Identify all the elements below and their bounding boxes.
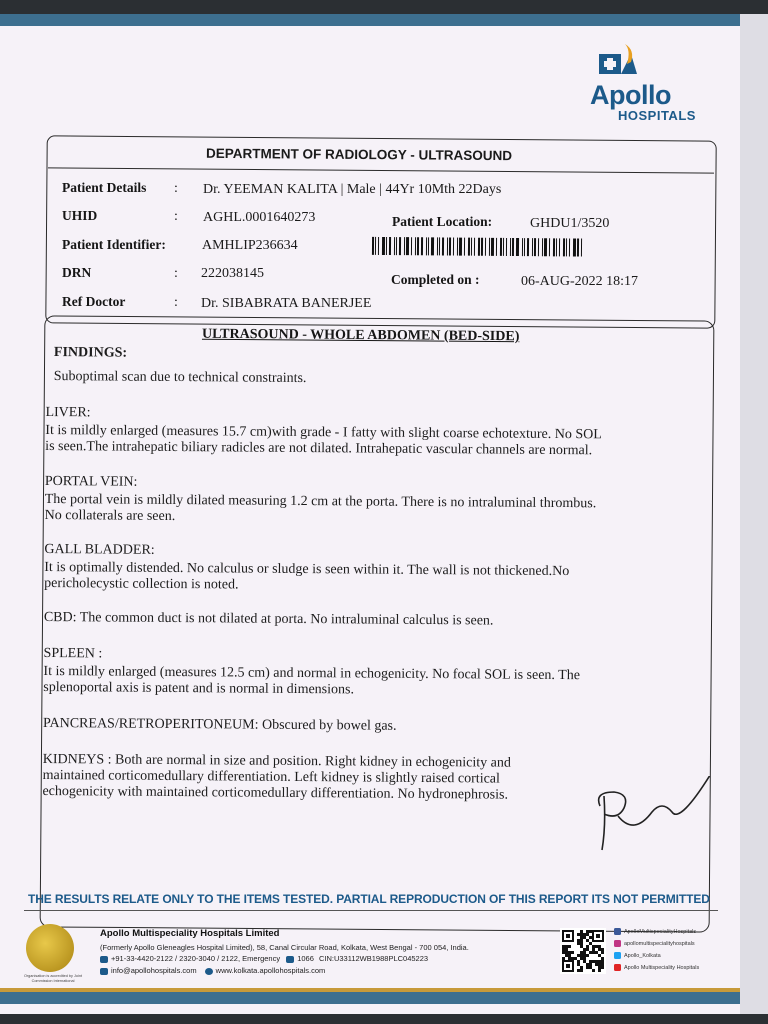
barcode-bar: [442, 237, 444, 255]
qr-module: [586, 933, 589, 936]
qr-module: [583, 960, 586, 963]
qr-module: [565, 951, 568, 954]
email-link[interactable]: info@apollohospitals.com: [111, 966, 197, 975]
qr-module: [595, 960, 598, 963]
barcode-bar: [544, 238, 547, 256]
qr-module: [562, 948, 565, 951]
seal-caption: Organisation is accredited by Joint Commission International: [23, 974, 83, 983]
barcode-bar: [569, 238, 570, 256]
barcode-bar: [534, 238, 536, 256]
qr-module: [577, 963, 580, 966]
barcode-bar: [372, 237, 374, 255]
qr-module: [580, 936, 583, 939]
qr-module: [568, 957, 571, 960]
qr-module: [580, 957, 583, 960]
qr-module: [598, 969, 601, 972]
barcode-bar: [459, 238, 462, 256]
qr-module: [598, 948, 601, 951]
ref-doctor-label: Ref Doctor: [62, 294, 126, 309]
barcode-bar: [538, 238, 539, 256]
qr-module: [568, 945, 571, 948]
bottom-color-band: [0, 992, 740, 1004]
barcode-bar: [415, 237, 416, 255]
jci-seal-icon: [26, 924, 74, 972]
disclaimer-text: THE RESULTS RELATE ONLY TO THE ITEMS TESTED. PARTIAL REPRODUCTION OF THIS REPORT ITS NOT PERMITTED: [28, 892, 710, 906]
qr-module: [592, 951, 595, 954]
barcode-bar: [532, 238, 533, 256]
barcode-bar: [457, 238, 458, 256]
qr-module: [583, 957, 586, 960]
phone-icon: [100, 956, 108, 963]
footer-divider: [24, 910, 718, 911]
patient-location-value: GHDU1/3520: [530, 216, 610, 231]
qr-module: [589, 930, 592, 933]
qr-module: [601, 966, 604, 969]
barcode-bar: [522, 238, 523, 256]
ambulance-icon: [286, 956, 294, 963]
qr-module: [583, 948, 586, 951]
qr-module: [601, 957, 604, 960]
qr-module: [580, 954, 583, 957]
qr-module: [580, 933, 583, 936]
barcode-bar: [563, 238, 565, 256]
barcode-bar: [431, 237, 434, 255]
company-address: (Formerly Apollo Gleneagles Hospital Limited), 58, Canal Circular Road, Kolkata, West Bengal - 700 054, India.: [100, 943, 469, 952]
barcode-bar: [389, 237, 391, 255]
report-content: [42, 345, 606, 804]
qr-module: [583, 933, 586, 936]
twitter-icon: [614, 952, 621, 959]
qr-module: [577, 933, 580, 936]
qr-module: [586, 963, 589, 966]
social-twitter[interactable]: [614, 952, 661, 959]
barcode-bar: [375, 237, 376, 255]
section-text: PANCREAS/RETROPERITONEUM: Obscured by bowel gas.: [42, 715, 397, 734]
qr-module: [596, 934, 600, 938]
section-text: CBD: The common duct is not dilated at porta. No intraluminal calculus is seen.: [43, 609, 494, 629]
qr-module: [601, 960, 604, 963]
drn-label: DRN: [62, 265, 92, 280]
qr-module: [565, 948, 568, 951]
qr-module: [562, 945, 565, 948]
barcode-bar: [399, 237, 401, 255]
qr-module: [580, 945, 583, 948]
qr-module: [566, 934, 570, 938]
qr-module: [589, 966, 592, 969]
colon: :: [174, 295, 178, 310]
barcode-bar: [447, 237, 448, 255]
gall-bladder-section: [44, 542, 604, 596]
barcode-bar: [378, 237, 379, 255]
qr-module: [601, 948, 604, 951]
patient-details-value: Dr. YEEMAN KALITA | Male | 44Yr 10Mth 22Days: [203, 182, 502, 197]
qr-module: [595, 951, 598, 954]
emergency-number: 1066: [297, 954, 314, 963]
spleen-section: [43, 646, 603, 700]
section-heading: PORTAL VEIN:: [44, 473, 138, 490]
patient-details-label: Patient Details: [62, 180, 147, 195]
qr-module: [586, 930, 589, 933]
patient-location-label: Patient Location:: [392, 214, 493, 229]
globe-icon: [205, 968, 213, 975]
barcode-bar: [426, 237, 427, 255]
qr-module: [598, 945, 601, 948]
barcode-bar: [485, 238, 486, 256]
section-heading: SPLEEN :: [43, 645, 103, 662]
qr-module: [577, 960, 580, 963]
drn-value: 222038145: [201, 266, 264, 281]
qr-module: [577, 969, 580, 972]
barcode-bar: [496, 238, 497, 256]
signature-icon: [578, 776, 718, 856]
brand-subtitle: HOSPITALS: [618, 108, 696, 123]
barcode-bar: [489, 238, 490, 256]
brand-name: Apollo: [590, 80, 671, 110]
qr-module: [571, 951, 574, 954]
patient-header-box: [45, 135, 716, 328]
barcode-bar: [478, 238, 480, 256]
qr-module: [601, 963, 604, 966]
completed-on-value: 06-AUG-2022 18:17: [521, 274, 639, 289]
portal-vein-section: [45, 474, 605, 528]
barcode-bar: [411, 237, 412, 255]
section-text: KIDNEYS : Both are normal in size and position. Right kidney in echogenicity and maintained corticomedullary differentiation. Left kidney is slightly raised cortical echogenicity with maintained corticomedullary differentiation. No hydronephrosis.: [42, 751, 511, 803]
qr-module: [592, 960, 595, 963]
uhid-value: AGHL.0001640273: [203, 210, 316, 225]
qr-module: [566, 964, 570, 968]
qr-module: [583, 951, 586, 954]
page-edge: [740, 14, 768, 1014]
barcode-bar: [524, 238, 525, 256]
barcode-bar: [556, 238, 557, 256]
colon: :: [174, 209, 178, 224]
liver-section: [45, 405, 605, 459]
barcode-bar: [491, 238, 494, 256]
barcode-bar: [503, 238, 504, 256]
qr-module: [565, 954, 568, 957]
barcode-bar: [396, 237, 397, 255]
barcode-bar: [471, 238, 472, 256]
barcode-bar: [516, 238, 519, 256]
barcode-bar: [506, 238, 507, 256]
qr-module: [586, 966, 589, 969]
qr-module: [568, 954, 571, 957]
qr-module: [592, 969, 595, 972]
qr-module: [598, 966, 601, 969]
barcode-bar: [421, 237, 423, 255]
qr-module: [580, 969, 583, 972]
barcode-bar: [404, 237, 405, 255]
social-instagram[interactable]: [614, 940, 695, 947]
barcode-bar: [417, 237, 419, 255]
barcode-bar: [559, 238, 560, 256]
barcode-bar: [553, 238, 555, 256]
qr-module: [595, 963, 598, 966]
website-link[interactable]: www.kolkata.apollohospitals.com: [215, 966, 326, 975]
report-title: ULTRASOUND - WHOLE ABDOMEN (BED-SIDE): [201, 326, 520, 345]
barcode-bar: [581, 239, 582, 257]
qr-module: [574, 957, 577, 960]
facebook-icon: [614, 928, 621, 935]
email-icon: [100, 968, 108, 975]
social-label: ApolloMultispecialityHospitals: [624, 928, 697, 935]
qr-code-icon: [560, 928, 606, 974]
findings-heading: FINDINGS:: [53, 345, 128, 361]
section-text: It is mildly enlarged (measures 15.7 cm)with grade - I fatty with slight coarse echotexture. No SOL is seen.The intrahepatic biliary radicles are not dilated. Intrahepatic vascular channels are normal.: [45, 422, 602, 459]
section-text: The portal vein is mildly dilated measuring 1.2 cm at the porta. There is no intraluminal thrombus. No collaterals are seen.: [44, 491, 597, 525]
barcode-bar: [573, 238, 576, 256]
section-heading: LIVER:: [45, 404, 91, 421]
qr-module: [589, 960, 592, 963]
qr-module: [589, 942, 592, 945]
barcode-bar: [566, 238, 567, 256]
barcode-bar: [386, 237, 387, 255]
qr-module: [592, 948, 595, 951]
uhid-label: UHID: [62, 208, 98, 223]
social-label: apollomultispecialityhospitals: [624, 940, 695, 947]
barcode-bar: [406, 237, 409, 255]
barcode-bar: [481, 238, 483, 256]
qr-module: [589, 963, 592, 966]
pancreas-section: [43, 716, 603, 736]
social-youtube[interactable]: [614, 964, 699, 971]
web-line: [100, 966, 325, 975]
qr-module: [568, 951, 571, 954]
ref-doctor-value: Dr. SIBABRATA BANERJEE: [201, 296, 372, 311]
section-heading: GALL BLADDER:: [44, 541, 155, 558]
barcode: [372, 237, 654, 257]
findings-intro: Suboptimal scan due to technical constraints.: [53, 369, 307, 387]
qr-module: [589, 936, 592, 939]
qr-module: [562, 957, 565, 960]
qr-module: [601, 951, 604, 954]
department-title: DEPARTMENT OF RADIOLOGY - ULTRASOUND: [205, 145, 513, 164]
completed-on-label: Completed on :: [391, 272, 480, 287]
qr-module: [586, 948, 589, 951]
cin-number: CIN:U33112WB1988PLC045223: [318, 954, 429, 963]
patient-identifier-label: Patient Identifier:: [62, 237, 166, 252]
qr-module: [589, 951, 592, 954]
barcode-bar: [500, 238, 502, 256]
instagram-icon: [614, 940, 621, 947]
social-label: Apollo Multispeciality Hospitals: [624, 964, 700, 971]
contact-line: [100, 954, 428, 963]
phone-numbers: +91-33-4420-2122 / 2320-3040 / 2122, Emergency: [111, 954, 281, 963]
barcode-bar: [428, 237, 429, 255]
barcode-bar: [464, 238, 465, 256]
company-name: Apollo Multispeciality Hospitals Limited: [100, 928, 280, 939]
barcode-bar: [394, 237, 395, 255]
colon: :: [174, 266, 178, 281]
qr-module: [595, 945, 598, 948]
qr-module: [580, 942, 583, 945]
qr-module: [580, 951, 583, 954]
qr-module: [598, 963, 601, 966]
qr-module: [583, 954, 586, 957]
top-color-band: [0, 14, 740, 26]
barcode-bar: [382, 237, 385, 255]
social-facebook[interactable]: [614, 928, 696, 935]
barcode-bar: [549, 238, 550, 256]
qr-module: [571, 957, 574, 960]
kidneys-section: [42, 752, 602, 804]
qr-module: [586, 954, 589, 957]
barcode-bar: [453, 238, 454, 256]
barcode-bar: [512, 238, 514, 256]
qr-module: [577, 954, 580, 957]
qr-module: [598, 954, 601, 957]
qr-module: [577, 939, 580, 942]
qr-module: [577, 942, 580, 945]
barcode-bar: [527, 238, 529, 256]
qr-module: [580, 966, 583, 969]
barcode-bar: [449, 237, 451, 255]
colon: :: [174, 181, 178, 196]
youtube-icon: [614, 964, 621, 971]
patient-identifier-value: AMHLIP236634: [202, 238, 298, 253]
qr-module: [586, 945, 589, 948]
section-text: It is optimally distended. No calculus or sludge is seen within it. The wall is not thickened.No pericholecystic collection is noted.: [44, 559, 570, 593]
barcode-bar: [437, 237, 438, 255]
qr-module: [598, 960, 601, 963]
qr-module: [562, 951, 565, 954]
cbd-section: [44, 610, 604, 630]
qr-module: [565, 945, 568, 948]
social-label: Apollo_Kolkata: [624, 952, 661, 959]
barcode-bar: [439, 237, 440, 255]
qr-module: [592, 945, 595, 948]
qr-module: [580, 939, 583, 942]
qr-module: [586, 939, 589, 942]
qr-module: [580, 930, 583, 933]
barcode-bar: [468, 238, 470, 256]
section-text: It is mildly enlarged (measures 12.5 cm) and normal in echogenicity. No focal SOL is seen. The splenoportal axis is patent and is normal in dimensions.: [43, 663, 581, 698]
barcode-bar: [577, 239, 579, 257]
barcode-bar: [474, 238, 475, 256]
barcode-bar: [510, 238, 511, 256]
qr-module: [583, 936, 586, 939]
barcode-bar: [542, 238, 543, 256]
